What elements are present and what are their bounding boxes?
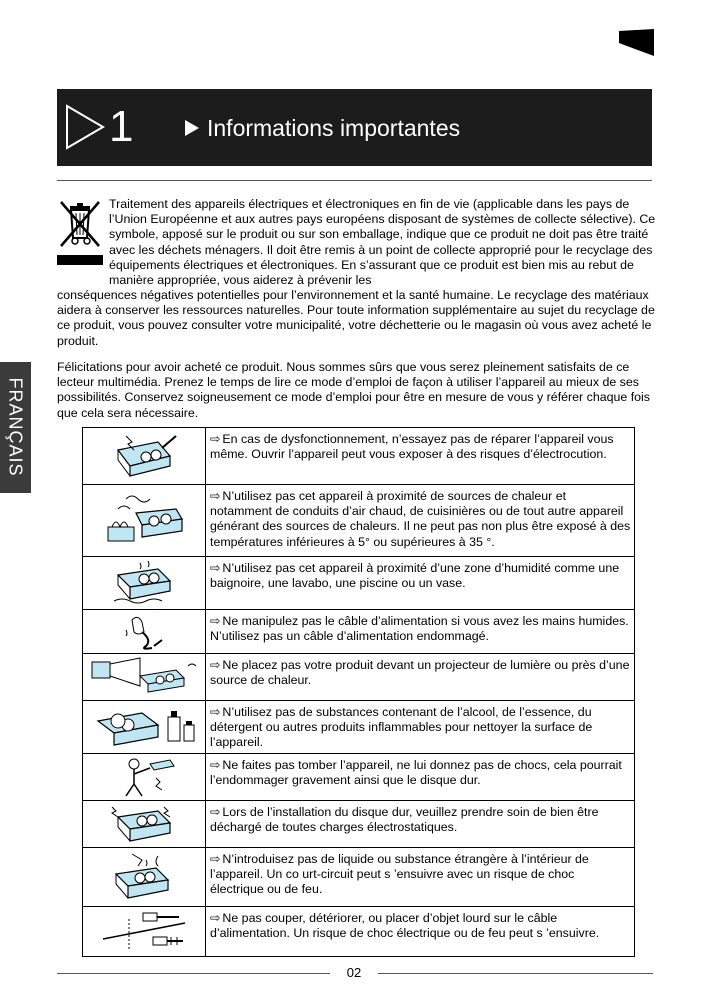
page-title: Informations importantes <box>207 115 461 141</box>
safety-warnings-table <box>82 427 635 957</box>
arrow-bullet-icon: ⇨ <box>210 705 221 719</box>
weee-crossed-bin-icon <box>57 198 103 248</box>
weee-text-bottom: conséquences négatives potentielles pour l’environnement et la santé humaine. Le recyclage des matériaux aidera à conserver les ressources naturelles. Pour toute information supplémentaire au sujet du recyclage de ce produit, vous pouvez consulter votre municipalité, votre déchetterie ou le magasin où vous avez acheté le produit. <box>57 288 655 348</box>
weee-text-top: Traitement des appareils électriques et électroniques en fin de vie (applicable dans les pays de l’Union Européenne et aux autres pays européens disposant de systèmes de collecte sélective). Ce symbole, apposé sur le produit ou sur son emballage, indique que ce produit ne doit pas être traité avec les déchets ménagers. Il doit être remis à un point de collecte approprié pour le recyclage des équipements électriques et électroniques. En s’assurant que ce produit est bien mis au rebut de manière appropriée, vous aiderez à prévenir les <box>109 197 656 288</box>
title-arrow-icon <box>185 120 199 136</box>
arrow-bullet-icon: ⇨ <box>210 489 221 503</box>
warning-illustration-cell <box>83 557 206 610</box>
warning-text: Lors de l’installation du disque dur, veuillez prendre soin de bien être déchargé de toutes charges électrostatiques. <box>210 805 599 835</box>
warning-row <box>83 907 635 957</box>
warning-text-cell <box>206 610 635 654</box>
warning-illustration-cell <box>83 485 206 557</box>
warning-illustration-cell <box>83 754 206 801</box>
cable-damage-icon <box>99 909 189 953</box>
chapter-number: 1 <box>109 102 134 151</box>
warning-text-cell <box>206 907 635 957</box>
intro-paragraph: Félicitations pour avoir acheté ce produit. Nous sommes sûrs que vous serez pleinement satisfaits de ce lecteur multimédia. Prenez le temps de lire ce mode d’emploi de façon à utiliser l’appareil au mieux de ses possibilités. Conservez soigneusement ce mode d’emploi pour être en mesure de vous y référer chaque fois que cela sera nécessaire. <box>57 360 650 420</box>
warning-text-cell <box>206 801 635 848</box>
chapter-header <box>57 89 652 166</box>
warning-illustration-cell <box>83 801 206 848</box>
arrow-bullet-icon: ⇨ <box>210 432 221 446</box>
electrostatic-icon <box>104 803 184 845</box>
language-side-tab <box>0 362 31 493</box>
arrow-bullet-icon: ⇨ <box>210 805 221 819</box>
warning-text-cell <box>206 754 635 801</box>
warning-text: N’utilisez pas cet appareil à proximité de sources de chaleur et notamment de conduits d’air chaud, de cuisinières ou de tout autre appareil générant des sources de chaleurs. Il ne peut pas non plus être exposé à des températures inférieures à 5° ou supérieures à 35 °. <box>210 489 631 549</box>
warning-illustration-cell <box>83 654 206 701</box>
warning-row <box>83 428 635 485</box>
chapter-play-icon <box>65 104 105 150</box>
warning-text-cell <box>206 557 635 610</box>
warning-illustration-cell <box>83 907 206 957</box>
warning-row <box>83 701 635 754</box>
page-number: 02 <box>346 965 362 980</box>
warning-illustration-cell <box>83 610 206 654</box>
warning-text-cell <box>206 428 635 485</box>
arrow-bullet-icon: ⇨ <box>210 658 221 672</box>
arrow-bullet-icon: ⇨ <box>210 758 221 772</box>
warning-illustration-cell <box>83 428 206 485</box>
warning-text: Ne faites pas tomber l’appareil, ne lui donnez pas de chocs, cela pourrait l’endommager gravement ainsi que le disque dur. <box>210 758 622 788</box>
warning-text: Ne manipulez pas le câble d’alimentation si vous avez les mains humides. N’utilisez pas un câble d’alimentation endommagé. <box>210 614 629 644</box>
humidity-icon <box>104 559 184 605</box>
warning-text: N’utilisez pas cet appareil à proximité d’une zone d’humidité comme une baignoire, une lavabo, une piscine ou un vase. <box>210 561 620 591</box>
warning-row <box>83 557 635 610</box>
projector-light-icon <box>88 656 200 696</box>
warning-text: N’utilisez pas de substances contenant de l’alcool, de l’essence, du détergent ou autres produits inflammables pour nettoyer la surface de l’appareil. <box>210 705 593 750</box>
warning-text: Ne pas couper, détériorer, ou placer d’objet lourd sur le câble d’alimentation. Un risque de choc électrique ou de feu peut s ’ensuivre. <box>210 911 600 941</box>
warning-text: Ne placez pas votre produit devant un projecteur de lumière ou près d’une source de chaleur. <box>210 658 630 688</box>
electrocution-icon <box>104 430 184 480</box>
warning-text-cell <box>206 654 635 701</box>
warning-text-cell <box>206 848 635 907</box>
weee-black-bar <box>57 255 103 265</box>
warning-text-cell <box>206 701 635 754</box>
warning-row <box>83 485 635 557</box>
arrow-bullet-icon: ⇨ <box>210 614 221 628</box>
warning-text-cell <box>206 485 635 557</box>
heat-source-icon <box>96 487 192 551</box>
warning-illustration-cell <box>83 848 206 907</box>
footer-rule-right <box>378 973 653 974</box>
wet-hands-cable-icon <box>114 612 174 650</box>
header-divider <box>57 180 652 181</box>
footer-rule-left <box>57 973 330 974</box>
drop-shock-icon <box>104 756 184 798</box>
warning-row <box>83 654 635 701</box>
warning-row <box>83 801 635 848</box>
arrow-bullet-icon: ⇨ <box>210 911 221 925</box>
warning-row <box>83 848 635 907</box>
liquid-ingress-icon <box>102 850 186 902</box>
arrow-bullet-icon: ⇨ <box>210 852 221 866</box>
language-label: FRANÇAIS <box>5 377 26 477</box>
chemicals-icon <box>88 703 200 749</box>
arrow-bullet-icon: ⇨ <box>210 561 221 575</box>
warning-illustration-cell <box>83 701 206 754</box>
warning-row <box>83 610 635 654</box>
warning-row <box>83 754 635 801</box>
corner-marker-shape <box>617 29 654 56</box>
warning-text: En cas de dysfonctionnement, n’essayez pas de réparer l’appareil vous même. Ouvrir l’appareil peut vous exposer à des risques d’électrocution. <box>210 432 614 462</box>
warning-text: N’introduisez pas de liquide ou substance étrangère à l’intérieur de l’appareil. Un co urt-circuit peut s ’ensuivre avec un risque de choc électrique ou de feu. <box>210 852 589 897</box>
